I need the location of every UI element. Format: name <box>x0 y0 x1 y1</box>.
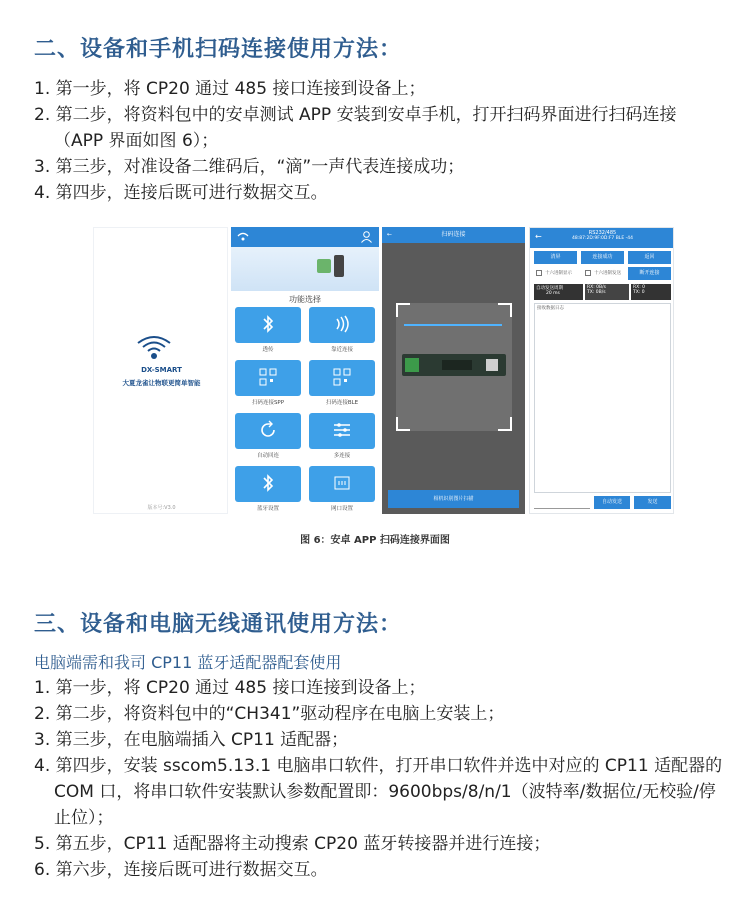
return-button[interactable]: 返回 <box>628 251 671 264</box>
device-board-image <box>402 354 506 376</box>
auto-send-button[interactable]: 自动发送 <box>594 496 630 509</box>
section3-subtitle: 电脑端需和我司 CP11 蓝牙适配器配套使用 <box>34 653 342 672</box>
app-topbar <box>231 227 379 247</box>
nfc-icon <box>331 313 353 335</box>
bluetooth-icon <box>257 313 279 335</box>
function-menu-screen <box>231 227 379 514</box>
sliders-icon <box>331 419 353 441</box>
tile-label: 自动回连 <box>256 453 279 459</box>
qr-code-icon <box>257 366 279 388</box>
step-item: 6. 第六步，连接后既可进行数据交互。 <box>34 860 328 880</box>
tile-label: 扫码连接SPP <box>251 400 285 406</box>
tile-auto-reconnect[interactable] <box>235 413 301 449</box>
step-item: 4. 第四步，连接后既可进行数据交互。 <box>34 183 328 203</box>
version-text: 版本号:V3.0 <box>147 505 176 511</box>
tile-transparent[interactable] <box>235 307 301 343</box>
tile-bluetooth-settings[interactable] <box>235 466 301 502</box>
bird-logo-icon <box>134 333 174 363</box>
send-input[interactable] <box>534 499 590 509</box>
send-button[interactable]: 发送 <box>634 496 671 509</box>
brand-name: DX-SMART <box>141 366 182 374</box>
tile-label: 扫码连接BLE <box>325 400 359 406</box>
step-item: 3. 第三步，在电脑端插入 CP11 适配器； <box>34 730 349 750</box>
scanner-title: 扫码连接 <box>441 231 466 238</box>
frame-corner <box>498 417 512 431</box>
step-item: 3. 第三步，对准设备二维码后，“滴”一声代表连接成功； <box>34 157 465 177</box>
auto-send-period-field[interactable]: 自动发送周期 20 ms <box>534 284 583 300</box>
hex-display-checkbox[interactable] <box>536 270 542 276</box>
scanner-screen <box>382 227 525 514</box>
tile-label: 网口设置 <box>330 506 353 512</box>
menu-title: 功能选择 <box>289 295 321 304</box>
section3-steps <box>34 675 724 883</box>
frame-corner <box>396 303 410 317</box>
terminal-screen <box>529 227 674 514</box>
rate-display: RX: 0B/s TX: 0B/s <box>585 284 629 300</box>
receive-log[interactable] <box>534 303 671 493</box>
count-display: RX: 0 TX: 0 <box>631 284 671 300</box>
brand-slogan: 大夏龙雀让物联更简单智能 <box>122 379 201 387</box>
bird-logo-icon <box>237 231 249 243</box>
back-arrow-icon[interactable]: ← <box>535 232 542 241</box>
product-banner <box>231 247 379 291</box>
figure-caption: 图 6：安卓 APP 扫码连接界面图 <box>300 535 450 546</box>
step-item: 5. 第五步，CP11 适配器将主动搜索 CP20 蓝牙转接器并进行连接； <box>34 834 551 854</box>
tile-nfc[interactable] <box>309 307 375 343</box>
step-item: 4. 第四步，安装 sscom5.13.1 电脑串口软件，打开串口软件并选中对应的 CP11 适配器的 COM 口，将串口软件安装默认参数配置即：9600bps/8/n/1（波特率/数据位/无校验/停止位）； <box>34 756 723 828</box>
device-address: 48:87:2D:9F:0D:F7 BLE -44 <box>572 236 633 241</box>
scan-line <box>404 324 502 326</box>
section3-heading: 三、设备和电脑无线通讯使用方法： <box>34 612 403 637</box>
frame-corner <box>498 303 512 317</box>
app-screens-figure <box>93 227 674 514</box>
disconnect-button[interactable]: 断开连接 <box>628 267 671 280</box>
scan-image-button[interactable]: 相机识别图片扫描 <box>388 490 519 508</box>
tile-label: 多连接 <box>333 453 351 459</box>
section2-heading: 二、设备和手机扫码连接使用方法： <box>34 37 403 62</box>
scanner-topbar <box>382 227 525 243</box>
terminal-topbar <box>530 228 674 248</box>
tile-label: 靠近连接 <box>330 347 353 353</box>
hex-send-label: 十六进制发送 <box>594 271 621 276</box>
section2-steps <box>34 76 724 206</box>
tile-label: 透传 <box>262 347 274 353</box>
back-arrow-icon[interactable]: ← <box>387 231 393 238</box>
tile-multi-connect[interactable] <box>309 413 375 449</box>
step-item: 1. 第一步，将 CP20 通过 485 接口连接到设备上； <box>34 678 426 698</box>
hex-display-label: 十六进制显示 <box>545 271 572 276</box>
ethernet-port-icon <box>331 472 353 494</box>
step-item: 2. 第二步，将资料包中的“CH341”驱动程序在电脑上安装上； <box>34 704 505 724</box>
clear-button[interactable]: 清屏 <box>534 251 577 264</box>
user-icon[interactable] <box>360 230 373 243</box>
tile-label: 蓝牙设置 <box>256 506 279 512</box>
tile-network-settings[interactable] <box>309 466 375 502</box>
bluetooth-icon <box>257 472 279 494</box>
connected-button[interactable]: 连接成功 <box>581 251 624 264</box>
log-label: 接收数据日志 <box>537 306 564 311</box>
refresh-icon <box>257 419 279 441</box>
qr-code-icon <box>331 366 353 388</box>
tile-scan-spp[interactable] <box>235 360 301 396</box>
splash-screen <box>93 227 228 514</box>
tile-scan-ble[interactable] <box>309 360 375 396</box>
hex-send-checkbox[interactable] <box>585 270 591 276</box>
terminal-title: RS232/485 <box>588 230 617 236</box>
frame-corner <box>396 417 410 431</box>
step-item: 2. 第二步，将资料包中的安卓测试 APP 安装到安卓手机，打开扫码界面进行扫码连接（APP 界面如图 6）； <box>34 105 677 151</box>
step-item: 1. 第一步，将 CP20 通过 485 接口连接到设备上； <box>34 79 426 99</box>
